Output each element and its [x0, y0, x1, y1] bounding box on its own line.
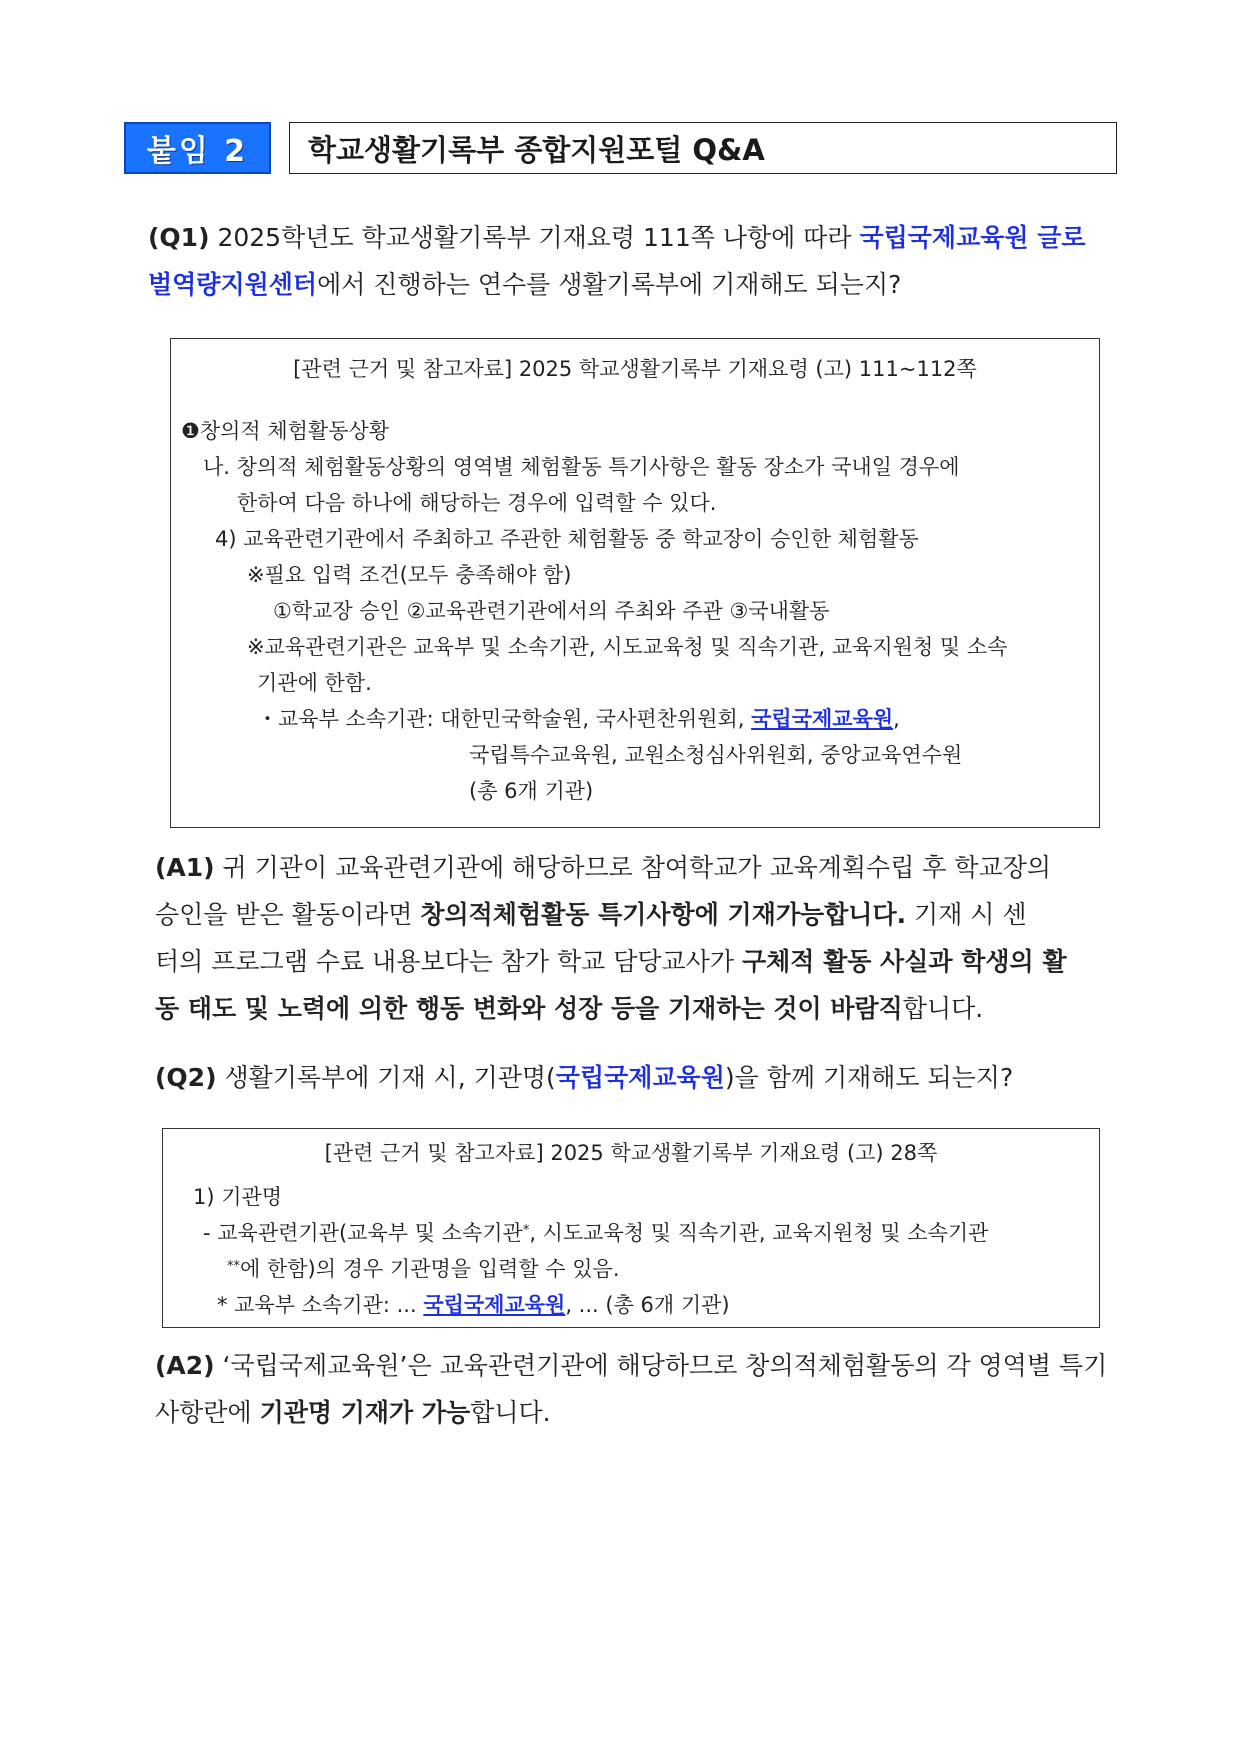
- question-1-text: 2025학년도 학교생활기록부 기재요령 111쪽 나항에 따라: [209, 223, 860, 252]
- reference-box-2-text: - 교육관련기관(교육부 및 소속기관: [203, 1221, 523, 1245]
- answer-1-text: 터의 프로그램 수료 내용보다는 참가 학교 담당교사가: [155, 947, 742, 976]
- answer-1-label: (A1): [155, 853, 215, 882]
- reference-box-1-line: ※교육관련기관은 교육부 및 소속기관, 시도교육청 및 직속기관, 교육지원청 및 소속: [247, 635, 1008, 659]
- attachment-badge: 붙임 2: [124, 122, 271, 174]
- question-1-line-1: [148, 214, 1108, 261]
- reference-box-1-line: ①학교장 승인 ②교육관련기관에서의 주최와 주관 ③국내활동: [273, 599, 830, 623]
- answer-1-line: [155, 844, 1115, 891]
- reference-box-2: [162, 1128, 1100, 1328]
- reference-box-2-text: , ... (총 6개 기관): [565, 1293, 730, 1317]
- reference-box-1-line: 국립특수교육원, 교원소청심사위원회, 중앙교육연수원: [469, 743, 963, 767]
- reference-box-2-line: [227, 1251, 620, 1287]
- question-2: [155, 1054, 1115, 1101]
- answer-1-line: [155, 891, 1115, 938]
- answer-1-text: 합니다.: [902, 994, 984, 1023]
- page-title-text: 학교생활기록부 종합지원포털 Q&A: [308, 132, 765, 167]
- answer-1-text: 승인을 받은 활동이라면: [155, 900, 421, 929]
- answer-1-text: 귀 기관이 교육관련기관에 해당하므로 참여학교가 교육계획수립 후 학교장의: [214, 853, 1051, 882]
- footnote-marker: **: [227, 1259, 240, 1274]
- question-2-highlight: 국립국제교육원: [555, 1063, 725, 1092]
- reference-box-2-text: , 시도교육청 및 직속기관, 교육지원청 및 소속기관: [529, 1221, 989, 1245]
- answer-1: [155, 844, 1115, 1032]
- reference-box-2-title: [관련 근거 및 참고자료] 2025 학교생활기록부 기재요령 (고) 28쪽: [324, 1141, 938, 1165]
- answer-2: [155, 1342, 1115, 1436]
- reference-box-1-line: 4) 교육관련기관에서 주최하고 주관한 체험활동 중 학교장이 승인한 체험활동: [215, 527, 919, 551]
- reference-box-2-text: * 교육부 소속기관: ...: [217, 1293, 424, 1317]
- answer-1-text: 기재 시 센: [906, 900, 1027, 929]
- question-1-highlight-cont: 벌역량지원센터: [148, 270, 318, 299]
- reference-box-2-line: 1) 기관명: [193, 1185, 283, 1209]
- reference-box-2-line: [217, 1287, 730, 1323]
- answer-1-emphasis: 구체적 활동 사실과 학생의 활: [741, 947, 1067, 976]
- question-1: [148, 214, 1108, 308]
- answer-2-text: ‘국립국제교육원’은 교육관련기관에 해당하므로 창의적체험활동의 각 영역별 특기: [214, 1351, 1108, 1380]
- reference-box-2-highlight: 국립국제교육원: [423, 1293, 566, 1317]
- answer-2-emphasis: 기관명 기재가 가능: [259, 1398, 471, 1427]
- question-2-text: 생활기록부에 기재 시, 기관명(: [216, 1063, 556, 1092]
- page-title: [289, 122, 1117, 174]
- reference-box-2-text: 에 한함)의 경우 기관명을 입력할 수 있음.: [240, 1257, 620, 1281]
- question-1-line-2: [148, 261, 1108, 308]
- reference-box-1-heading: ❶창의적 체험활동상황: [181, 419, 390, 443]
- reference-box-2-line: [203, 1215, 988, 1251]
- footnote-marker: *: [522, 1223, 530, 1238]
- question-2-label: (Q2): [155, 1063, 217, 1092]
- answer-2-line: [155, 1342, 1115, 1389]
- answer-2-label: (A2): [155, 1351, 215, 1380]
- question-1-label: (Q1): [148, 223, 210, 252]
- moe-prefix: ・교육부 소속기관: 대한민국학술원, 국사편찬위원회,: [257, 707, 752, 731]
- question-2-text-cont: )을 함께 기재해도 되는지?: [724, 1063, 1014, 1092]
- answer-1-line: [155, 985, 1115, 1032]
- answer-1-line: [155, 938, 1115, 985]
- answer-1-emphasis: 창의적체험활동 특기사항에 기재가능합니다.: [420, 900, 907, 929]
- answer-2-text: 사항란에: [155, 1398, 260, 1427]
- reference-box-1: [170, 338, 1100, 828]
- reference-box-1-line: 기관에 한함.: [257, 671, 372, 695]
- question-1-text-cont: 에서 진행하는 연수를 생활기록부에 기재해도 되는지?: [317, 270, 902, 299]
- reference-box-1-title: [관련 근거 및 참고자료] 2025 학교생활기록부 기재요령 (고) 111~112쪽: [293, 357, 977, 381]
- reference-box-1-line: (총 6개 기관): [469, 779, 594, 803]
- answer-1-emphasis: 동 태도 및 노력에 의한 행동 변화와 성장 등을 기재하는 것이 바람직: [155, 994, 903, 1023]
- moe-suffix: ,: [893, 707, 900, 731]
- reference-box-1-line: 나. 창의적 체험활동상황의 영역별 체험활동 특기사항은 활동 장소가 국내일 경우에: [203, 455, 960, 479]
- reference-box-1-line: ※필요 입력 조건(모두 충족해야 함): [247, 563, 572, 587]
- reference-box-1-line: 한하여 다음 하나에 해당하는 경우에 입력할 수 있다.: [237, 491, 717, 515]
- question-1-highlight: 국립국제교육원 글로: [859, 223, 1086, 252]
- reference-box-1-moe-line: [257, 701, 900, 737]
- answer-2-text: 합니다.: [470, 1398, 551, 1427]
- moe-highlight: 국립국제교육원: [751, 707, 894, 731]
- answer-2-line: [155, 1389, 1115, 1436]
